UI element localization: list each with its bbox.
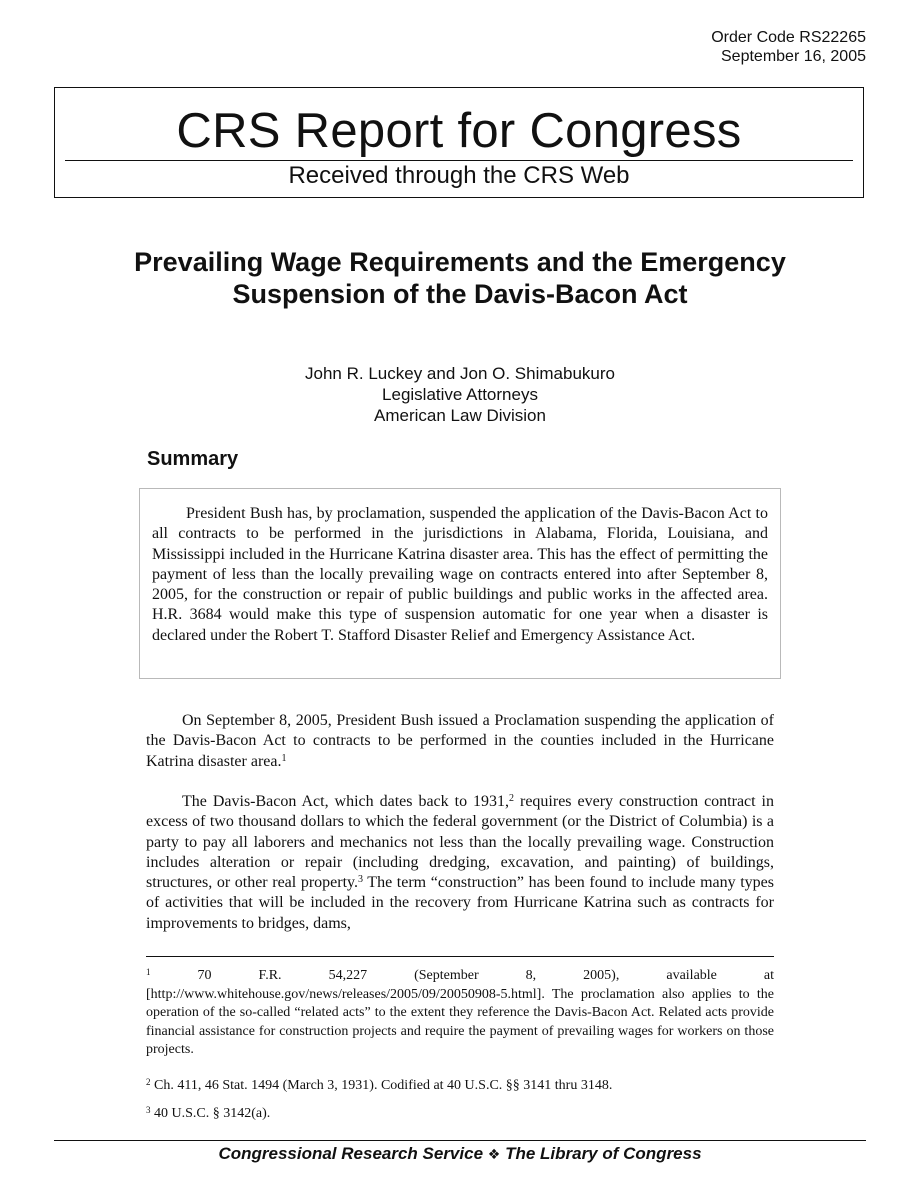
footnote-divider <box>146 956 774 957</box>
footnote-text: 70 F.R. 54,227 (September 8, 2005), available at [http://www.whitehouse.gov/news/releases/2005/09/20050908-5.html]. The proclamation also applies to the operation of the so-called “related acts” to the extent they reference the Davis-Bacon Act. Related acts provide financial assistance for construction projects and require the payment of prevailing wages for workers on those projects. <box>146 968 775 1057</box>
footer-org: Congressional Research Service <box>218 1144 484 1163</box>
body-paragraph-2 <box>146 792 774 934</box>
footnote-text: Ch. 411, 46 Stat. 1494 (March 3, 1931). Codified at 40 U.S.C. §§ 3141 thru 3148. <box>154 1078 613 1093</box>
report-subtitle: Received through the CRS Web <box>288 162 630 189</box>
report-title: CRS Report for Congress <box>176 104 742 158</box>
author-division: American Law Division <box>374 406 546 425</box>
footnote-text: 40 U.S.C. § 3142(a). <box>154 1106 271 1121</box>
body-paragraph-1 <box>146 711 774 772</box>
summary-text: President Bush has, by proclamation, suspended the application of the Davis-Bacon Act to all contracts to be performed in the jurisdictions in Alabama, Florida, Louisiana, and Mississippi included in the Hurricane Katrina disaster area. This has the effect of permitting the payment of less than the locally prevailing wage on contracts entered into after September 8, 2005, for the construction or repair of public buildings and public works in the affected area. H.R. 3684 would make this type of suspension automatic for one year when a disaster is declared under the Robert T. Stafford Disaster Relief and Emergency Assistance Act. <box>152 505 768 644</box>
author-block <box>0 363 920 426</box>
footnote-ref: 1 <box>281 752 287 764</box>
footnote-3 <box>146 1105 774 1124</box>
order-info <box>711 28 866 66</box>
footnote-ref: 2 <box>509 793 515 804</box>
paragraph-text: On September 8, 2005, President Bush issued a Proclamation suspending the application of the Davis-Bacon Act to contracts to be performed in the counties included in the Hurricane Katrina disaster area. <box>146 712 774 770</box>
report-header-box <box>54 87 864 198</box>
footnote-ref: 3 <box>357 874 363 886</box>
paragraph-text: The term “construction” has been found to include many types of activities that will be included in the recovery from Hurricane Katrina such as contracts for improvements to bridges, dams, <box>146 874 774 932</box>
paragraph-text: requires every construction contract in excess of two thousand dollars to which the federal government (or the District of Columbia) is a party to pay all laborers and mechanics not less than the locally prevailing wage. Construction includes alteration or repair (including dredging, excavation, and painting) of buildings, structures, or other real property. <box>146 793 774 892</box>
author-names: John R. Luckey and Jon O. Shimabukuro <box>305 364 615 383</box>
page-footer <box>0 1143 920 1165</box>
footnote-number: 3 <box>146 1105 151 1115</box>
footnote-1 <box>146 967 774 1060</box>
header-divider <box>65 160 853 161</box>
footer-divider <box>54 1140 866 1141</box>
footnote-number: 1 <box>146 967 151 977</box>
diamond-icon: ❖ <box>487 1146 501 1162</box>
footer-library: The Library of Congress <box>505 1144 702 1163</box>
summary-heading: Summary <box>147 448 239 470</box>
document-title: Prevailing Wage Requirements and the Emergency Suspension of the Davis-Bacon Act <box>134 247 786 309</box>
report-date: September 16, 2005 <box>721 48 866 65</box>
summary-box <box>139 488 781 679</box>
order-code: Order Code RS22265 <box>711 29 866 46</box>
paragraph-text: The Davis-Bacon Act, which dates back to 1931, <box>182 793 510 810</box>
footnote-2 <box>146 1077 774 1096</box>
footnote-number: 2 <box>146 1077 151 1087</box>
author-role: Legislative Attorneys <box>382 385 538 404</box>
